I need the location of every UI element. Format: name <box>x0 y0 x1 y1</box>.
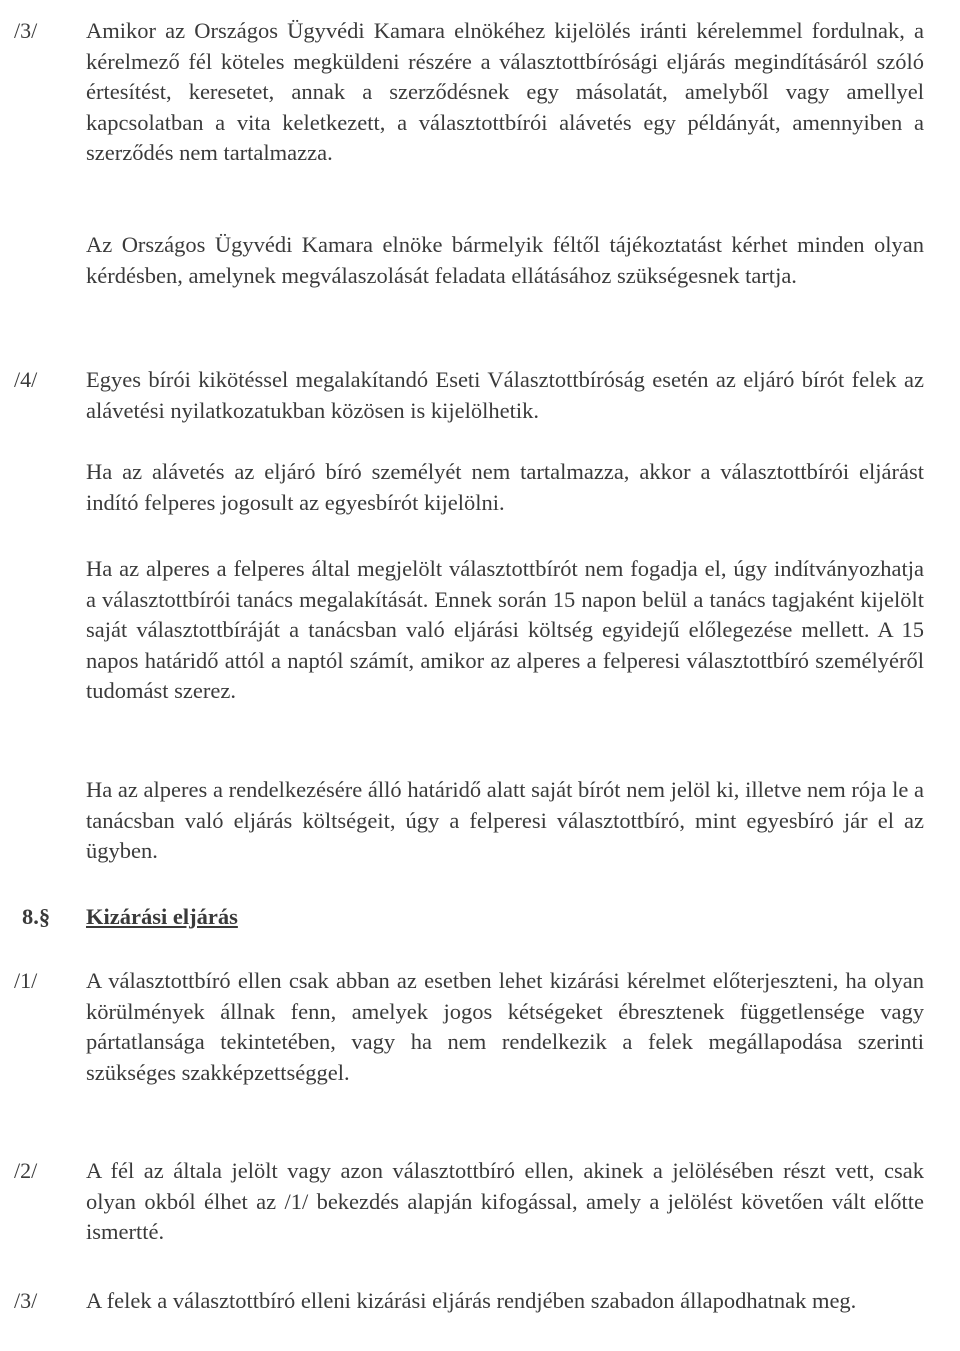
paragraph-text: A fél az általa jelölt vagy azon választottbíró ellen, akinek a jelölésében részt vett, csak olyan okból élhet az /1/ bekezdés alapján kifogással, amely a jelölést követően vált előtte ismertté. <box>86 1158 924 1244</box>
paragraph-number: /3/ <box>14 1288 38 1313</box>
paragraph-text: Ha az alperes a felperes által megjelölt választottbírót nem fogadja el, úgy indítványozhatja a választottbírói tanács megalakítását. Ennek során 15 napon belül a tanács tagjaként kijelölt saját választottbíráját a tanácsban való eljárási költség egyidejű előlegezése mellett. A 15 napos határidő attól a naptól számít, amikor az alperes a felperesi választottbíró személyéről tudomást szerez. <box>86 556 924 703</box>
paragraph-text: Amikor az Országos Ügyvédi Kamara elnökéhez kijelölés iránti kérelemmel fordulnak, a kérelmező fél köteles megküldeni részére a választottbírósági eljárás megindításáról szóló értesítést, keresetet, annak a szerződésnek egy másolatát, amelyből vagy amellyel kapcsolatban a vita keletkezett, a választottbírói alávetés egy példányát, amennyiben a szerződés nem tartalmazza. <box>86 18 924 165</box>
paragraph-text: A felek a választottbíró elleni kizárási eljárás rendjében szabadon állapodhatnak meg. <box>86 1288 857 1313</box>
paragraph-number: /3/ <box>14 18 38 43</box>
paragraph-number: /1/ <box>14 968 38 993</box>
paragraph-text: Ha az alperes a rendelkezésére álló határidő alatt saját bírót nem jelöl ki, illetve nem rója le a tanácsban való eljárás költségeit, úgy a felperesi választottbíró, mint egyesbíró jár el az ügyben. <box>86 777 924 863</box>
section-number: 8.§ <box>22 904 51 929</box>
paragraph-text: A választottbíró ellen csak abban az esetben lehet kizárási kérelmet előterjeszteni, ha olyan körülmények állnak fenn, amelyek jogos kétségeket ébresztenek függetlensége vagy pártatlansága tekintetében, vagy ha nem rendelkezik a felek megállapodása szerinti szükséges szakképzettséggel. <box>86 968 924 1085</box>
paragraph-text: Egyes bírói kikötéssel megalakítandó Eseti Választottbíróság esetén az eljáró bírót felek az alávetési nyilatkozatukban közösen is kijelölhetik. <box>86 367 924 423</box>
paragraph-number: /4/ <box>14 367 38 392</box>
paragraph-text: Az Országos Ügyvédi Kamara elnöke bármelyik féltől tájékoztatást kérhet minden olyan kérdésben, amelynek megválaszolását feladata ellátásához szükségesnek tartja. <box>86 232 924 288</box>
section-title: Kizárási eljárás <box>86 904 238 929</box>
paragraph-text: Ha az alávetés az eljáró bíró személyét nem tartalmazza, akkor a választottbírói eljárást indító felperes jogosult az egyesbírót kijelölni. <box>86 459 924 515</box>
paragraph-number: /2/ <box>14 1158 38 1183</box>
